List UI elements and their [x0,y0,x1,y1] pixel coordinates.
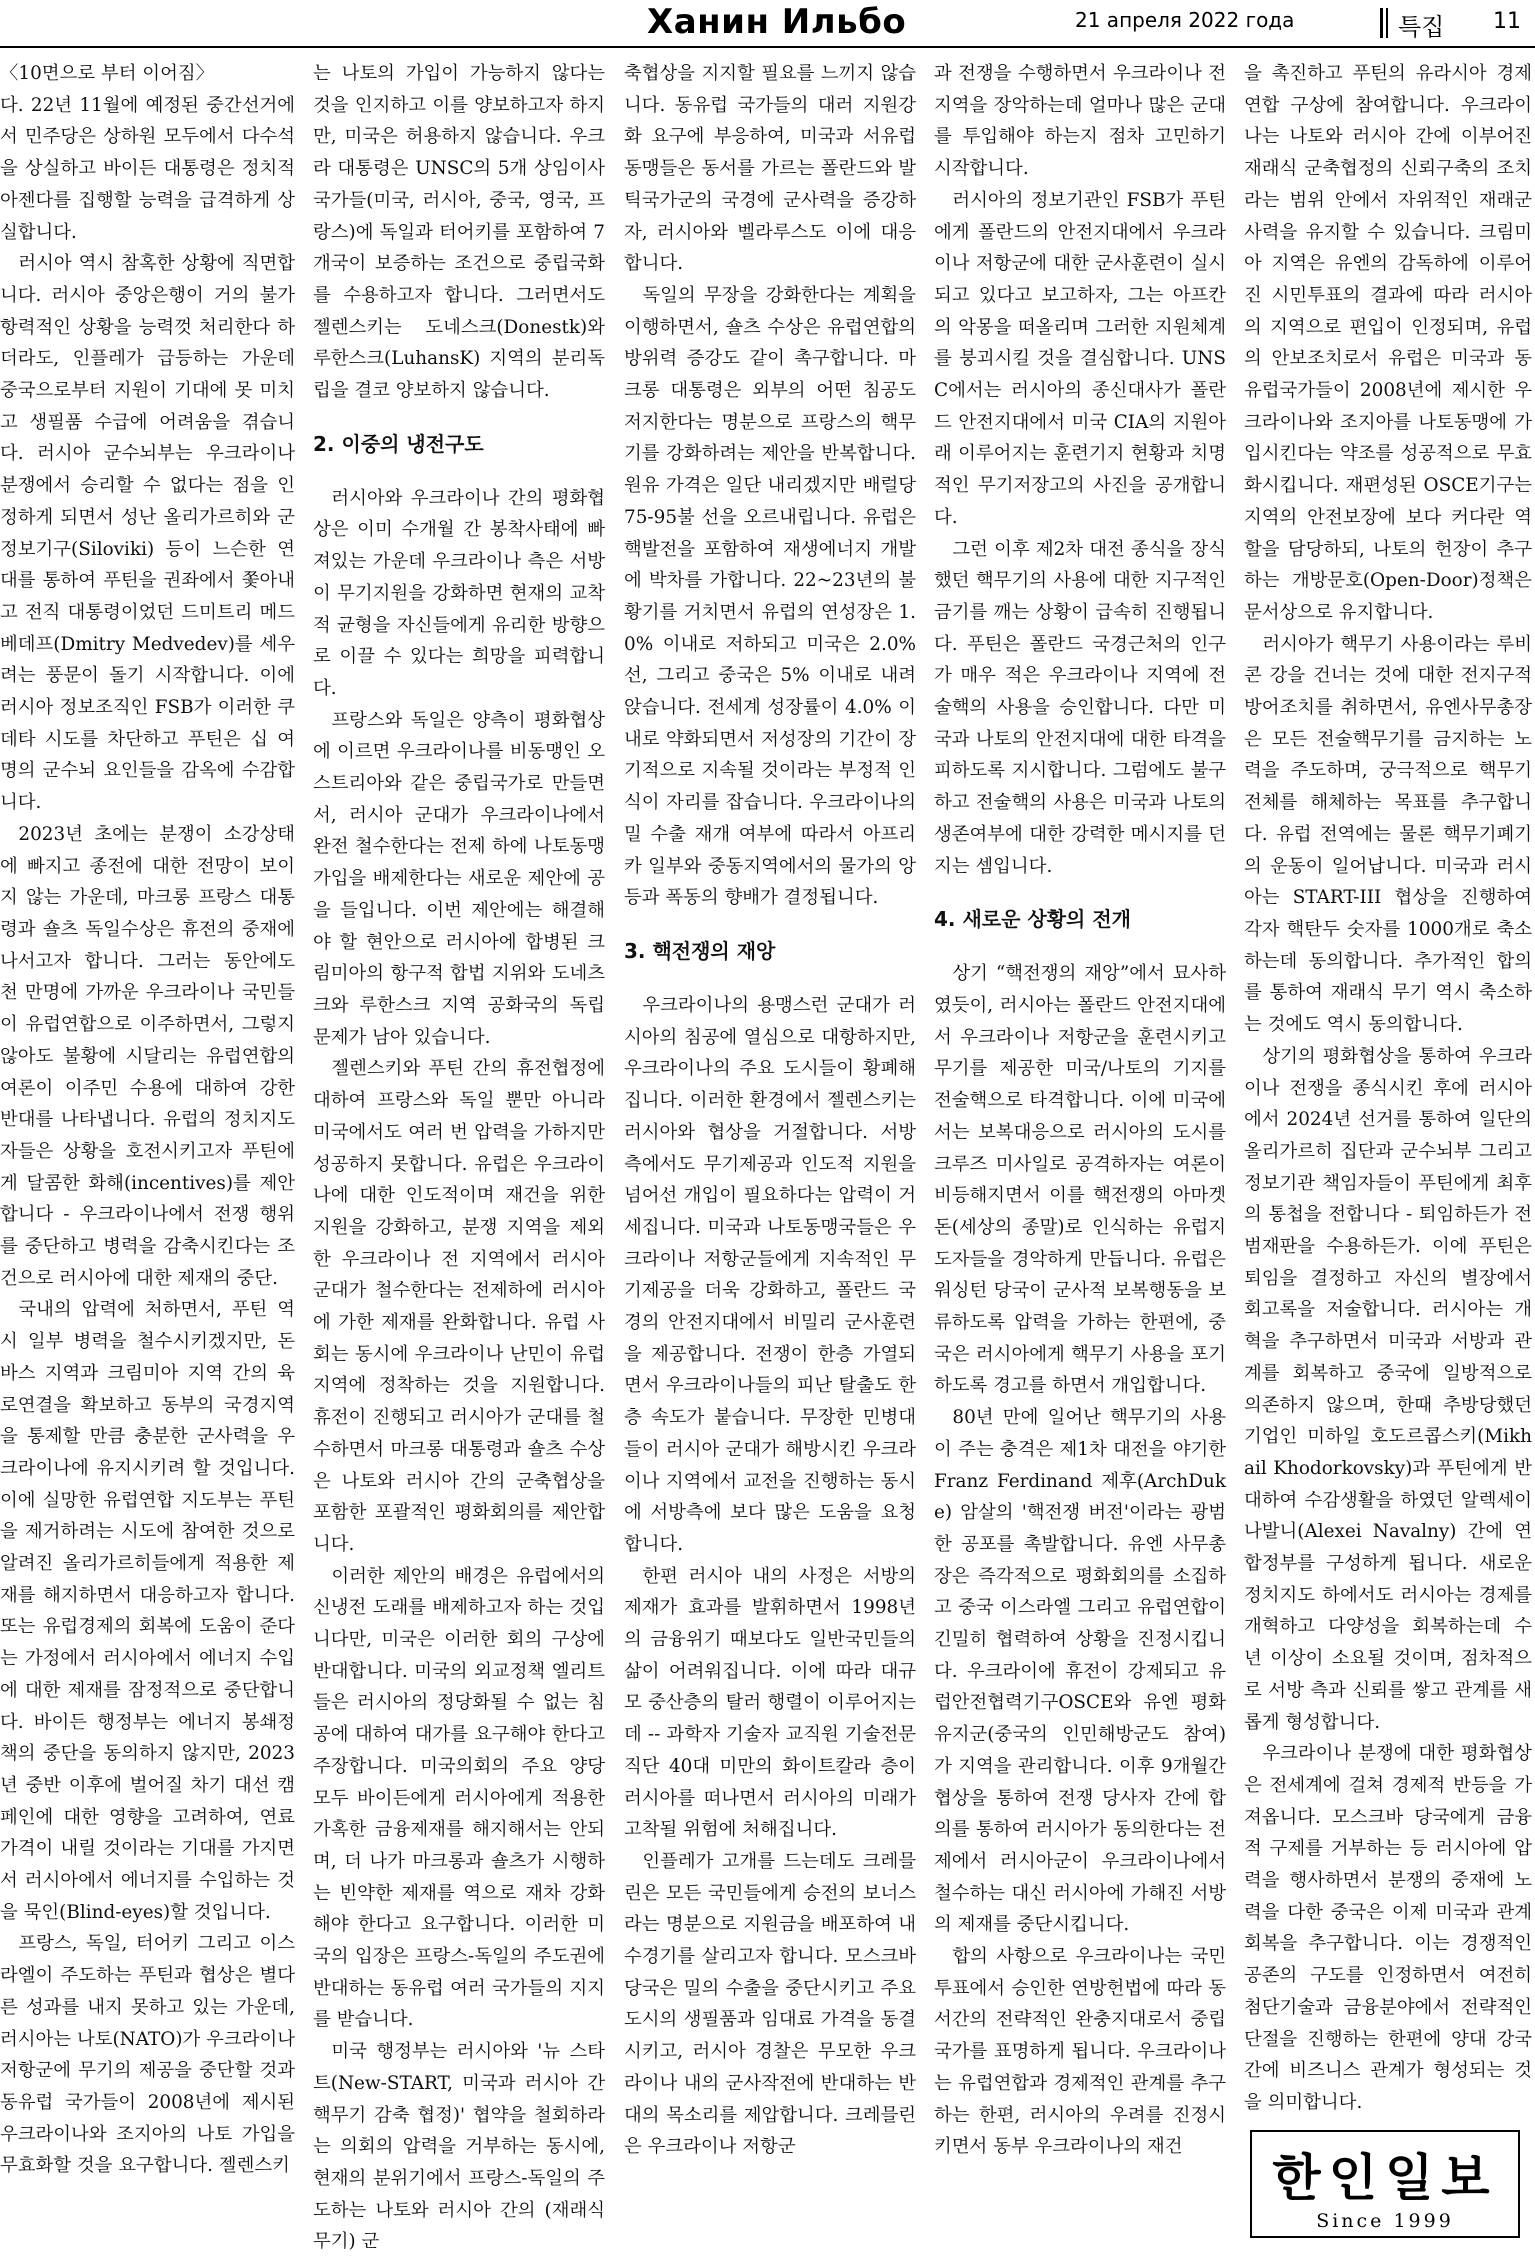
masthead-date: 21 апреля 2022 года [1075,8,1295,32]
article-column-5 [1244,58,1532,2238]
paragraph: 이러한 제안의 배경은 유럽에서의 신냉전 도래를 배제하고자 하는 것입니다만, 미국은 이러한 회의 구상에 반대합니다. 미국의 외교정책 엘리트들은 러시아의 정당화될 수 없는 침공에 대하여 대가를 요구해야 한다고 주장합니다. 미국의회의 주요 양당 모두 바이든에게 러시아에게 적용한 가혹한 금융제재를 해지해서는 안되며, 더 나가 마크롱과 숄츠가 시행하는 빈약한 제재를 역으로 재차 강화해야 한다고 요구합니다. 이러한 미국의 입장은 프랑스-독일의 주도권에 반대하는 동유럽 여러 국가들의 지지를 받습니다. [313,1565,605,2031]
section-heading: 2. 이중의 냉전구도 [313,431,484,456]
article-column-3 [624,58,916,2238]
paragraph: 2023년 초에는 분쟁이 소강상태에 빠지고 종전에 대한 전망이 보이지 않는 가운데, 마크롱 프랑스 대통령과 숄츠 독일수상은 휴전의 중재에 나서고자 합니다. 그러는 동안에도 천 만명에 가까운 우크라이나 국민들이 유럽연합으로 이주하면서, 그렇지 않아도 불황에 시달리는 유럽연합의 여론이 이주민 수용에 대하여 강한 반대를 나타냅니다. 유럽의 정치지도자들은 상황을 호전시키고자 푸틴에게 달콤한 화해(incentives)를 제안합니다 - 우크라이나에서 전쟁 행위를 중단하고 병력을 감축시킨다는 조건으로 러시아에 대한 제재의 중단. [0,823,295,1289]
section-heading: 4. 새로운 상황의 전개 [934,907,1131,932]
paragraph: 다. 22년 11월에 예정된 중간선거에서 민주당은 상하원 모두에서 다수석을 상실하고 바이든 대통령은 정치적 아젠다를 집행할 능력을 급격하게 상실합니다. [0,94,295,243]
paragraph: 인플레가 고개를 드는데도 크레믈린은 모든 국민들에게 승전의 보너스라는 명분으로 지원금을 배포하여 내수경기를 살리고자 합니다. 모스크바 당국은 밀의 수출을 중단시키고 주요 도시의 생필품과 임대료 가격을 동결시키고, 러시아 경찰은 무모한 우크라이나 내의 군사작전에 반대하는 반대의 목소리를 제압합니다. 크레믈린은 우크라이나 저항군 [624,1850,916,2158]
section-label: 특집 [1398,13,1445,41]
paragraph: 그런 이후 제2차 대전 종식을 장식했던 핵무기의 사용에 대한 지구적인 금기를 깨는 상황이 급속히 진행됩니다. 푸틴은 폴란드 국경근처의 인구가 매우 적은 우크라이나 지역에 전술핵의 사용을 승인합니다. 다만 미국과 나토의 안전지대에 대한 타격을 피하도록 지시합니다. 그럼에도 불구하고 전술핵의 사용은 미국과 나토의 생존여부에 대한 강력한 메시지를 던지는 셈입니다. [934,538,1226,877]
paragraph: 미국 행정부는 러시아와 '뉴 스타트(New-START, 미국과 러시아 간 핵무기 감축 협정)' 협약을 철회하라는 의회의 압력을 거부하는 동시에, 현재의 분위기에서 프랑스-독일의 주도하는 나토와 러시아 간의 (재래식 무기) 군 [313,2041,605,2253]
paragraph: 을 촉진하고 푸틴의 유라시아 경제연합 구상에 참여합니다. 우크라이나는 나토와 러시아 간에 이부어진 재래식 군축협정의 신뢰구축의 조치라는 범위 안에서 자위적인 재래군사력을 유지할 수 있습니다. 크림미아 지역은 유엔의 감독하에 이루어진 시민투표의 결과에 따라 러시아의 지역으로 편입이 인정되며, 유럽의 안보조치로서 유럽은 미국과 동유럽국가들이 2008년에 제시한 우크라이나와 조지아를 나토동맹에 가입시킨다는 약조를 성공적으로 무효화시킵니다. 재편성된 OSCE기구는 지역의 안전보장에 보다 커다란 역할을 담당하되, 나토의 헌장이 추구하는 개방문호(Open-Door)정책은 문서상으로 유지합니다. [1244,63,1532,623]
paragraph: 우크라이나 분쟁에 대한 평화협상은 전세계에 걸쳐 경제적 반등을 가져옵니다. 모스크바 당국에게 금융적 구제를 거부하는 등 러시아에 압력을 행사하면서 분쟁의 중재에 노력을 다한 중국은 이제 미국과 관계회복을 추구합니다. 이는 경쟁적인 공존의 구도를 인정하면서 여전히 첨단기술과 금융분야에서 전략적인 단절을 진행하는 한편에 양대 강국 간에 비즈니스 관계가 형성되는 것을 의미합니다. [1244,1743,1532,2113]
article-column-4 [934,58,1226,2238]
logo-since: Since 1999 [1316,2210,1454,2232]
paragraph: 러시아가 핵무기 사용이라는 루비콘 강을 건너는 것에 대한 전지구적 방어조치를 취하면서, 유엔사무총장은 모든 전술핵무기를 금지하는 노력을 주도하며, 궁극적으로 핵무기 전체를 해체하는 목표를 추구합니다. 유럽 전역에는 물론 핵무기폐기의 운동이 일어납니다. 미국과 러시아는 START-III 협상을 진행하여 각자 핵탄두 숫자를 1000개로 축소하는데 동의합니다. 추가적인 합의를 통하여 재래식 무기 역시 축소하는 것에도 역시 동의합니다. [1244,633,1532,1036]
paragraph: 러시아의 정보기관인 FSB가 푸틴에게 폴란드의 안전지대에서 우크라이나 저항군에 대한 군사훈련이 실시되고 있다고 보고하자, 그는 아프칸의 악몽을 떠올리며 그러한 지원체계를 붕괴시킬 것을 결심합니다. UNSC에서는 러시아의 종신대사가 폴란드 안전지대에서 미국 CIA의 지원아래 이루어지는 훈련기지 현황과 치명적인 무기저장고의 사진을 공개합니다. [934,189,1226,528]
paragraph: 한편 러시아 내의 사정은 서방의 제재가 효과를 발휘하면서 1998년의 금융위기 때보다도 일반국민들의 삶이 어려워집니다. 이에 따라 대규모 중산층의 탈러 행렬이 이루어지는데 -- 과학자 기술자 교직원 기술전문직단 40대 미만의 화이트칼라 층이 러시아를 떠나면서 러시아의 미래가 고착될 위험에 처해집니다. [624,1565,916,1841]
page-number: 11 [1493,9,1521,34]
paragraph: 젤렌스키와 푸틴 간의 휴전협정에 대하여 프랑스와 독일 뿐만 아니라 미국에서도 여러 번 압력을 가하지만 성공하지 못합니다. 유럽은 우크라이나에 대한 인도적이며 재건을 위한 지원을 강화하고, 분쟁 지역을 제외한 우크라이나 전 지역에서 러시아 군대가 철수한다는 전제하에 러시아에 가한 제재를 완화합니다. 유럽 사회는 동시에 우크라이나 난민이 유럽 지역에 정착하는 것을 지원합니다. 휴전이 진행되고 러시아가 군대를 철수하면서 마크롱 대통령과 숄츠 수상은 나토와 러시아 간의 군축협상을 포함한 포괄적인 평화회의를 제안합니다. [313,1058,605,1555]
masthead-rule [0,46,1535,48]
paragraph: 〈10면으로 부터 이어짐〉 [0,63,214,84]
section-marker-icon [1380,8,1388,38]
masthead [0,0,1535,48]
paragraph: 프랑스와 독일은 양측이 평화협상에 이르면 우크라이나를 비동맹인 오스트리아와 같은 중립국가로 만들면서, 러시아 군대가 우크라이나에서 완전 철수한다는 전제 하에 나토동맹 가입을 배제한다는 새로운 제안에 공을 들입니다. 이번 제안에는 해결해야 할 현안으로 러시아에 합병된 크림미아의 항구적 합법 지위와 도네츠크와 루한스크 지역 공화국의 독립 문제가 남아 있습니다. [313,709,605,1048]
paragraph: 과 전쟁을 수행하면서 우크라이나 전 지역을 장악하는데 얼마나 많은 군대를 투입해야 하는지 점차 고민하기 시작합니다. [934,63,1226,180]
paragraph: 독일의 무장을 강화한다는 계획을 이행하면서, 숄츠 수상은 유럽연합의 방위력 증강도 같이 촉구합니다. 마크롱 대통령은 외부의 어떤 침공도 저지한다는 명분으로 프랑스의 핵무기를 강화하려는 제안을 반복합니다. 원유 가격은 일단 내리겠지만 배럴당 75-95불 선을 오르내립니다. 유럽은 핵발전을 포함하여 재생에너지 개발에 박차를 가합니다. 22~23년의 불황기를 거치면서 유럽의 연성장은 1.0% 이내로 저하되고 미국은 2.0% 선, 그리고 중국은 5% 이내로 내려 앉습니다. 전세계 성장률이 4.0% 이내로 약화되면서 저성장의 기간이 장기적으로 지속될 것이라는 부정적 인식이 자리를 잡습니다. 우크라이나의 밀 수출 재개 여부에 따라서 아프리카 일부와 중동지역에서의 물가의 앙등과 폭동의 향배가 결정됩니다. [624,284,916,909]
logo-wordmark: 한인일보 [1272,2148,1498,2207]
paragraph: 80년 만에 일어난 핵무기의 사용이 주는 충격은 제1차 대전을 야기한 Franz Ferdinand 제후(ArchDuke) 암살의 '핵전쟁 버전'이라는 광범한 공포를 촉발합니다. 유엔 사무총장은 즉각적으로 평화회의를 소집하고 중국 이스라엘 그리고 유럽연합이 긴밀히 협력하여 상황을 진정시킵니다. 우크라이에 휴전이 강제되고 유럽안전협력기구OSCE와 유엔 평화유지군(중국의 인민해방군도 참여)가 지역을 관리합니다. 이후 9개월간 협상을 통하여 전쟁 당사자 간에 합의를 통하여 러시아가 동의한다는 전제에서 러시아군이 우크라이나에서 철수하는 대신 러시아에 가해진 서방의 제재를 중단시킵니다. [934,1407,1226,1936]
paragraph: 국내의 압력에 처하면서, 푸틴 역시 일부 병력을 철수시키겠지만, 돈바스 지역과 크림미아 지역 간의 육로연결을 확보하고 동부의 국경지역을 통제할 만큼 충분한 군사력을 우크라이나에 유지시키려 할 것입니다. 이에 실망한 유럽연합 지도부는 푸틴을 제거하려는 시도에 참여한 것으로 알려진 올리가르히들에게 적용한 제재를 해지하면서 대응하고자 합니다. 또는 유럽경제의 회복에 도움이 준다는 가정에서 러시아에서 에너지 수입에 대한 제재를 잠정적으로 중단합니다. 바이든 행정부는 에너지 봉쇄정책의 중단을 동의하지 않지만, 2023년 중반 이후에 벌어질 차기 대선 캠페인에 대한 영향을 고려하여, 연료가격이 내릴 것이라는 기대를 가지면서 러시아에서 에너지를 수입하는 것을 묵인(Blind-eyes)할 것입니다. [0,1299,295,1923]
paragraph: 는 나토의 가입이 가능하지 않다는 것을 인지하고 이를 양보하고자 하지만, 미국은 허용하지 않습니다. 우크라 대통령은 UNSC의 5개 상임이사 국가들(미국, 러시아, 중국, 영국, 프랑스)에 독일과 터어키를 포함하여 7개국이 보증하는 조건으로 중립국화를 수용하고자 합니다. 그러면서도 젤렌스키는 도네스크(Donestk)와 루한스크(LuhansK) 지역의 분리독립을 결코 양보하지 않습니다. [313,63,605,402]
paragraph: 합의 사항으로 우크라이나는 국민투표에서 승인한 연방헌법에 따라 동서간의 전략적인 완충지대로서 중립국가를 표명하게 됩니다. 우크라이나는 유럽연합과 경제적인 관계를 추구하는 한편, 러시아의 우려를 진정시키면서 동부 우크라이나의 재건 [934,1946,1226,2158]
paragraph: 러시아와 우크라이나 간의 평화협상은 이미 수개월 간 봉착사태에 빠져있는 가운데 우크라이나 측은 서방이 무기지원을 강화하면 현재의 교착적 균형을 자신들에게 유리한 방향으로 이끌 수 있다는 희망을 피력합니다. [313,487,605,699]
section-heading: 3. 핵전쟁의 재앙 [624,938,776,963]
paragraph: 우크라이나의 용맹스런 군대가 러시아의 침공에 열심으로 대항하지만, 우크라이나의 주요 도시들이 황폐해집니다. 이러한 환경에서 젤렌스키는 러시아와 협상을 거절합니다. 서방 측에서도 무기제공과 인도적 지원을 넘어선 개입이 필요하다는 압력이 거세집니다. 미국과 나토동맹국들은 우크라이나 저항군들에게 지속적인 무기제공을 더욱 강화하고, 폴란드 국경의 안전지대에서 비밀리 군사훈련을 제공합니다. 전쟁이 한층 가열되면서 우크라이나들의 피난 탈출도 한층 속도가 붙습니다. 무장한 민병대들이 러시아 군대가 해방시킨 우크라이나 지역에서 교전을 진행하는 동시에 서방측에 보다 많은 도움을 요청합니다. [624,994,916,1555]
paragraph: 상기의 평화협상을 통하여 우크라이나 전쟁을 종식시킨 후에 러시아에서 2024년 선거를 통하여 일단의 올리가르히 집단과 군수뇌부 그리고 정보기관 책임자들이 푸틴에게 최후의 통첩을 전합니다 - 퇴임하든가 전범재판을 수용하든가. 이에 푸틴은 퇴임을 결정하고 자신의 별장에서 회고록을 저술합니다. 러시아는 개혁을 추구하면서 미국과 서방과 관계를 회복하고 중국에 일방적으로 의존하지 않으며, 한때 추방당했던 기업인 미하일 호도르콥스키(Mikhail Khodorkovsky)과 푸틴에게 반대하여 수감생활을 하였던 알렉세이 나발니(Alexei Navalny) 간에 연합정부를 구성하게 됩니다. 새로운 정치지도 하에서도 러시아는 경제를 개혁하고 다양성을 회복하는데 수 년 이상이 소요될 것이며, 점차적으로 서방 측과 신뢰를 쌓고 관계를 새롭게 형성합니다. [1244,1045,1532,1733]
newspaper-logo [1250,2130,1520,2238]
paragraph: 프랑스, 독일, 터어키 그리고 이스라엘이 주도하는 푸틴과 협상은 별다른 성과를 내지 못하고 있는 가운데, 러시아는 나토(NATO)가 우크라이나 저항군에 무기의 제공을 중단할 것과 동유럽 국가들이 2008년에 제시된 우크라이나와 조지아의 나토 가입을 무효화할 것을 요구합니다. 젤렌스키 [0,1933,295,2177]
article-column-2 [313,58,605,2253]
paragraph: 상기 “핵전쟁의 재앙”에서 묘사하였듯이, 러시아는 폴란드 안전지대에서 우크라이나 저항군을 훈련시키고 무기를 제공한 미국/나토의 기지를 전술핵으로 타격합니다. 이에 미국에서는 보복대응으로 러시아의 도시를 크루즈 미사일로 공격하자는 여론이 비등해지면서 이를 핵전쟁의 아마겟돈(세상의 종말)로 인식하는 유럽지도자들을 경악하게 만듭니다. 유럽은 워싱턴 당국이 군사적 보복행동을 보류하도록 압력을 가하는 한편에, 중국은 러시아에게 핵무기 사용을 포기하도록 경고를 하면서 개입합니다. [934,963,1226,1397]
paragraph: 축협상을 지지할 필요를 느끼지 않습니다. 동유럽 국가들의 대러 지원강화 요구에 부응하여, 미국과 서유럽 동맹들은 동서를 가르는 폴란드와 발틱국가군의 국경에 군사력을 증강하자, 러시아와 벨라루스도 이에 대응합니다. [624,63,916,275]
paragraph: 러시아 역시 참혹한 상황에 직면합니다. 러시아 중앙은행이 거의 불가항력적인 상황을 능력껏 처리한다 하더라도, 인플레가 급등하는 가운데 중국으로부터 지원이 기대에 못 미치고 생필품 수급에 어려움을 겪습니다. 러시아 군수뇌부는 우크라이나 분쟁에서 승리할 수 없다는 점을 인정하게 되면서 성난 올리가르히와 군정보기구(Siloviki) 등이 느슨한 연대를 통하여 푸틴을 권좌에서 쫓아내고 전직 대통령이었던 드미트리 메드베데프(Dmitry Medvedev)를 세우려는 풍문이 돌기 시작합니다. 이에 러시아 정보조직인 FSB가 이러한 쿠데타 시도를 차단하고 푸틴은 십 여명의 군수뇌 요인들을 감옥에 수감합니다. [0,253,295,814]
masthead-title: Ханин Ильбо [647,2,907,42]
article-column-1 [0,58,295,2238]
